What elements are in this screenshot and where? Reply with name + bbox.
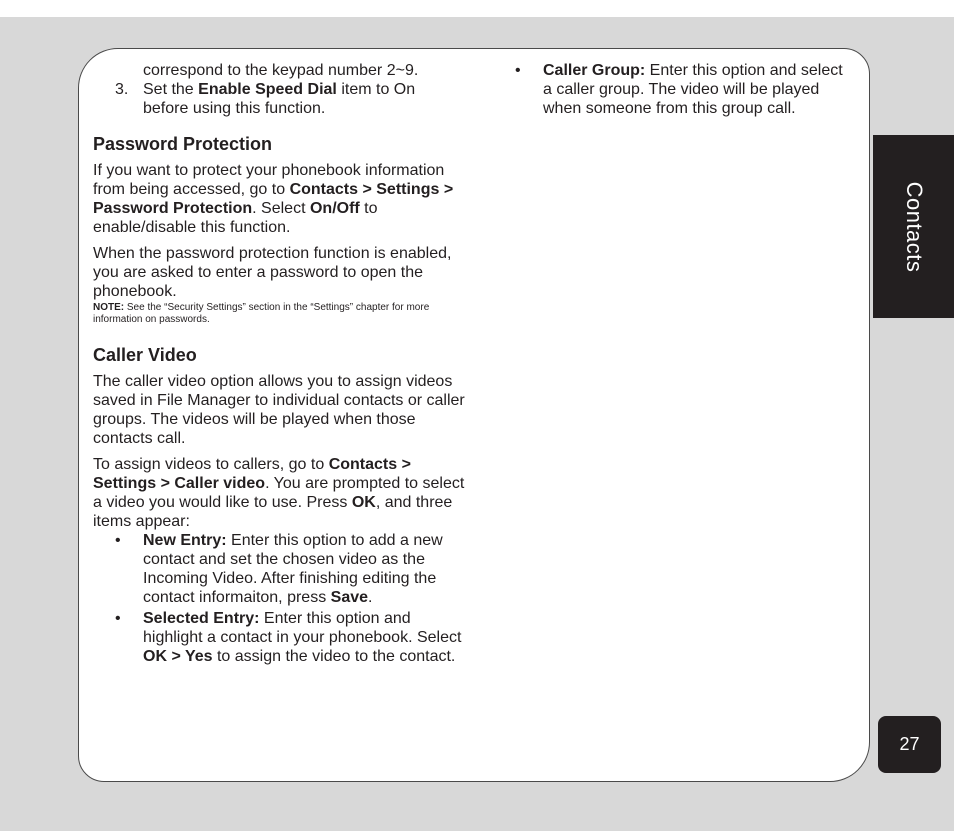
left-column: [93, 61, 465, 668]
step-number: 3.: [115, 81, 129, 98]
password-paragraph-1: If you want to protect your phonebook information from being accessed, go to Contacts > Settings > Password Protection. Select On/Off to enable/disable this function.: [93, 162, 454, 236]
chapter-tab: [873, 135, 954, 318]
step-continuation: correspond to the keypad number 2~9.: [143, 62, 419, 79]
note: NOTE: See the “Security Settings” section in the “Settings” chapter for more information on passwords.: [93, 302, 430, 325]
heading-caller-video: Caller Video: [93, 345, 197, 365]
bullet-new-entry: [113, 531, 465, 607]
bullet-icon: •: [115, 532, 121, 549]
step-3: [93, 80, 465, 99]
bullet-text: Caller Group: Enter this option and select a caller group. The video will be played when someone from this group call.: [543, 62, 843, 117]
bullet-icon: •: [115, 610, 121, 627]
bullet-icon: •: [515, 62, 521, 79]
step-text: Set the Enable Speed Dial item to On: [143, 81, 416, 98]
caller-video-paragraph-2: To assign videos to callers, go to Contacts > Settings > Caller video. You are prompted to select a video you would like to use. Press OK, and three items appear:: [93, 456, 465, 530]
caller-video-paragraph-1: The caller video option allows you to assign videos saved in File Manager to individual contacts or caller groups. The videos will be played when those contacts call.: [93, 373, 465, 447]
bullet-caller-group: [513, 61, 853, 118]
password-paragraph-2: When the password protection function is enabled, you are asked to enter a password to open the phonebook.: [93, 245, 452, 300]
chapter-tab-label: Contacts: [901, 181, 927, 272]
right-column: [513, 61, 853, 118]
bullet-text: New Entry: Enter this option to add a new contact and set the chosen video as the Incoming Video. After finishing editing the contact informaiton, press Save.: [143, 532, 443, 606]
bullet-selected-entry: [113, 609, 465, 666]
page-number: 27: [878, 716, 941, 773]
bullet-text: Selected Entry: Enter this option and highlight a contact in your phonebook. Select OK > Yes to assign the video to the contact.: [143, 610, 462, 665]
heading-password-protection: Password Protection: [93, 134, 273, 154]
step-3-line2: before using this function.: [143, 100, 326, 117]
